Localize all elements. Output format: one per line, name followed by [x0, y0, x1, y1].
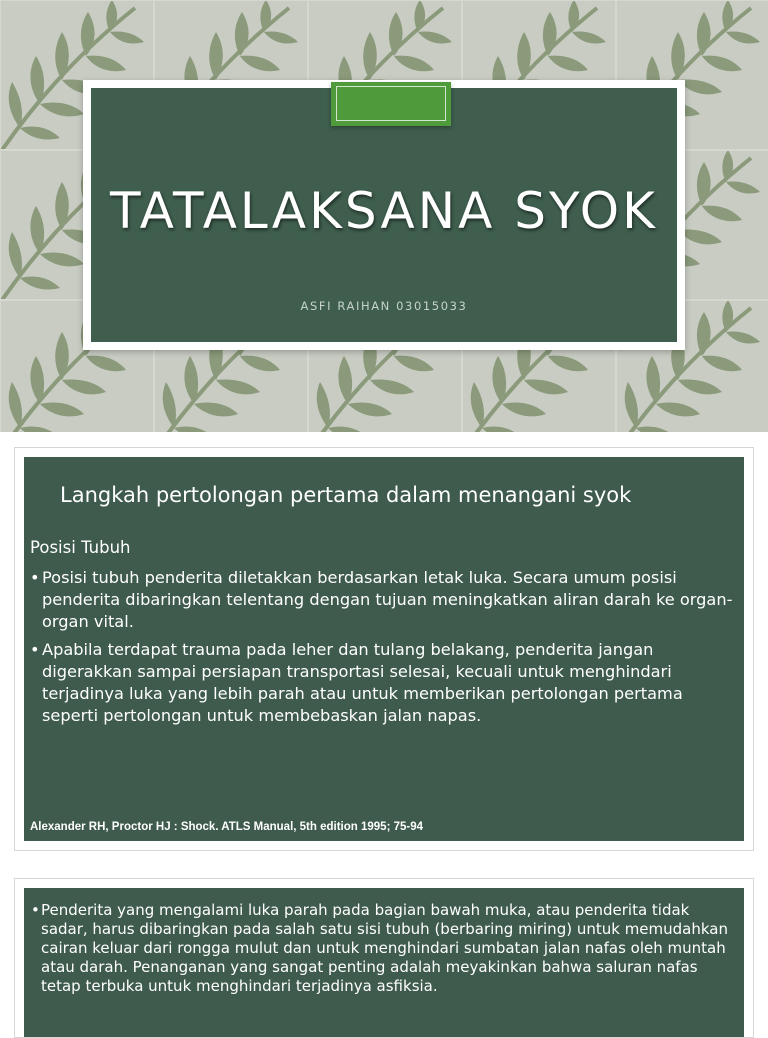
- content-slide-2: [14, 447, 754, 851]
- bullet-text: Posisi tubuh penderita diletakkan berdasarkan letak luka. Secara umum posisi penderita dibaringkan telentang dengan tujuan meningkatkan aliran darah ke organ-organ vital.: [42, 568, 733, 631]
- slide-2-subheading: Posisi Tubuh: [30, 538, 131, 557]
- list-item: [28, 639, 738, 727]
- slide-3-panel: [24, 888, 744, 1037]
- title-panel: [91, 88, 677, 342]
- slide-2-heading: Langkah pertolongan pertama dalam menangani syok: [60, 483, 632, 507]
- accent-tab: [331, 82, 451, 126]
- list-item: [29, 901, 736, 996]
- reference-footnote: Alexander RH, Proctor HJ : Shock. ATLS Manual, 5th edition 1995; 75-94: [30, 821, 424, 833]
- bullet-text: Apabila terdapat trauma pada leher dan tulang belakang, penderita jangan digerakkan sampai persiapan transportasi selesai, kecuali untuk menghindari terjadinya luka yang lebih parah atau untuk memberikan pertolongan pertama seperti pertolongan untuk membebaskan jalan napas.: [42, 640, 683, 725]
- slide-2-panel: [24, 457, 744, 841]
- content-slide-3: [14, 878, 754, 1038]
- bullet-marker: •: [31, 901, 40, 919]
- title-slide: [0, 0, 768, 432]
- slide-subtitle: ASFI RAIHAN 03015033: [300, 299, 468, 313]
- bullet-marker: •: [30, 568, 40, 587]
- bullet-text: Penderita yang mengalami luka parah pada bagian bawah muka, atau penderita tidak sadar, harus dibaringkan pada salah satu sisi tubuh (berbaring miring) untuk memudahkan cairan keluar dari rongga mulut dan untuk menghindari sumbatan jalan nafas oleh muntah atau darah. Penanganan yang sangat penting adalah meyakinkan bahwa saluran nafas tetap terbuka untuk menghindari terjadinya asfiksia.: [41, 901, 728, 995]
- slide-2-bullet-list: [28, 567, 738, 733]
- list-item: [28, 567, 738, 633]
- slide-title: TATALAKSANA SYOK: [110, 182, 658, 240]
- title-frame: [83, 80, 685, 350]
- bullet-marker: •: [30, 640, 40, 659]
- slide-3-bullet-list: [29, 901, 736, 996]
